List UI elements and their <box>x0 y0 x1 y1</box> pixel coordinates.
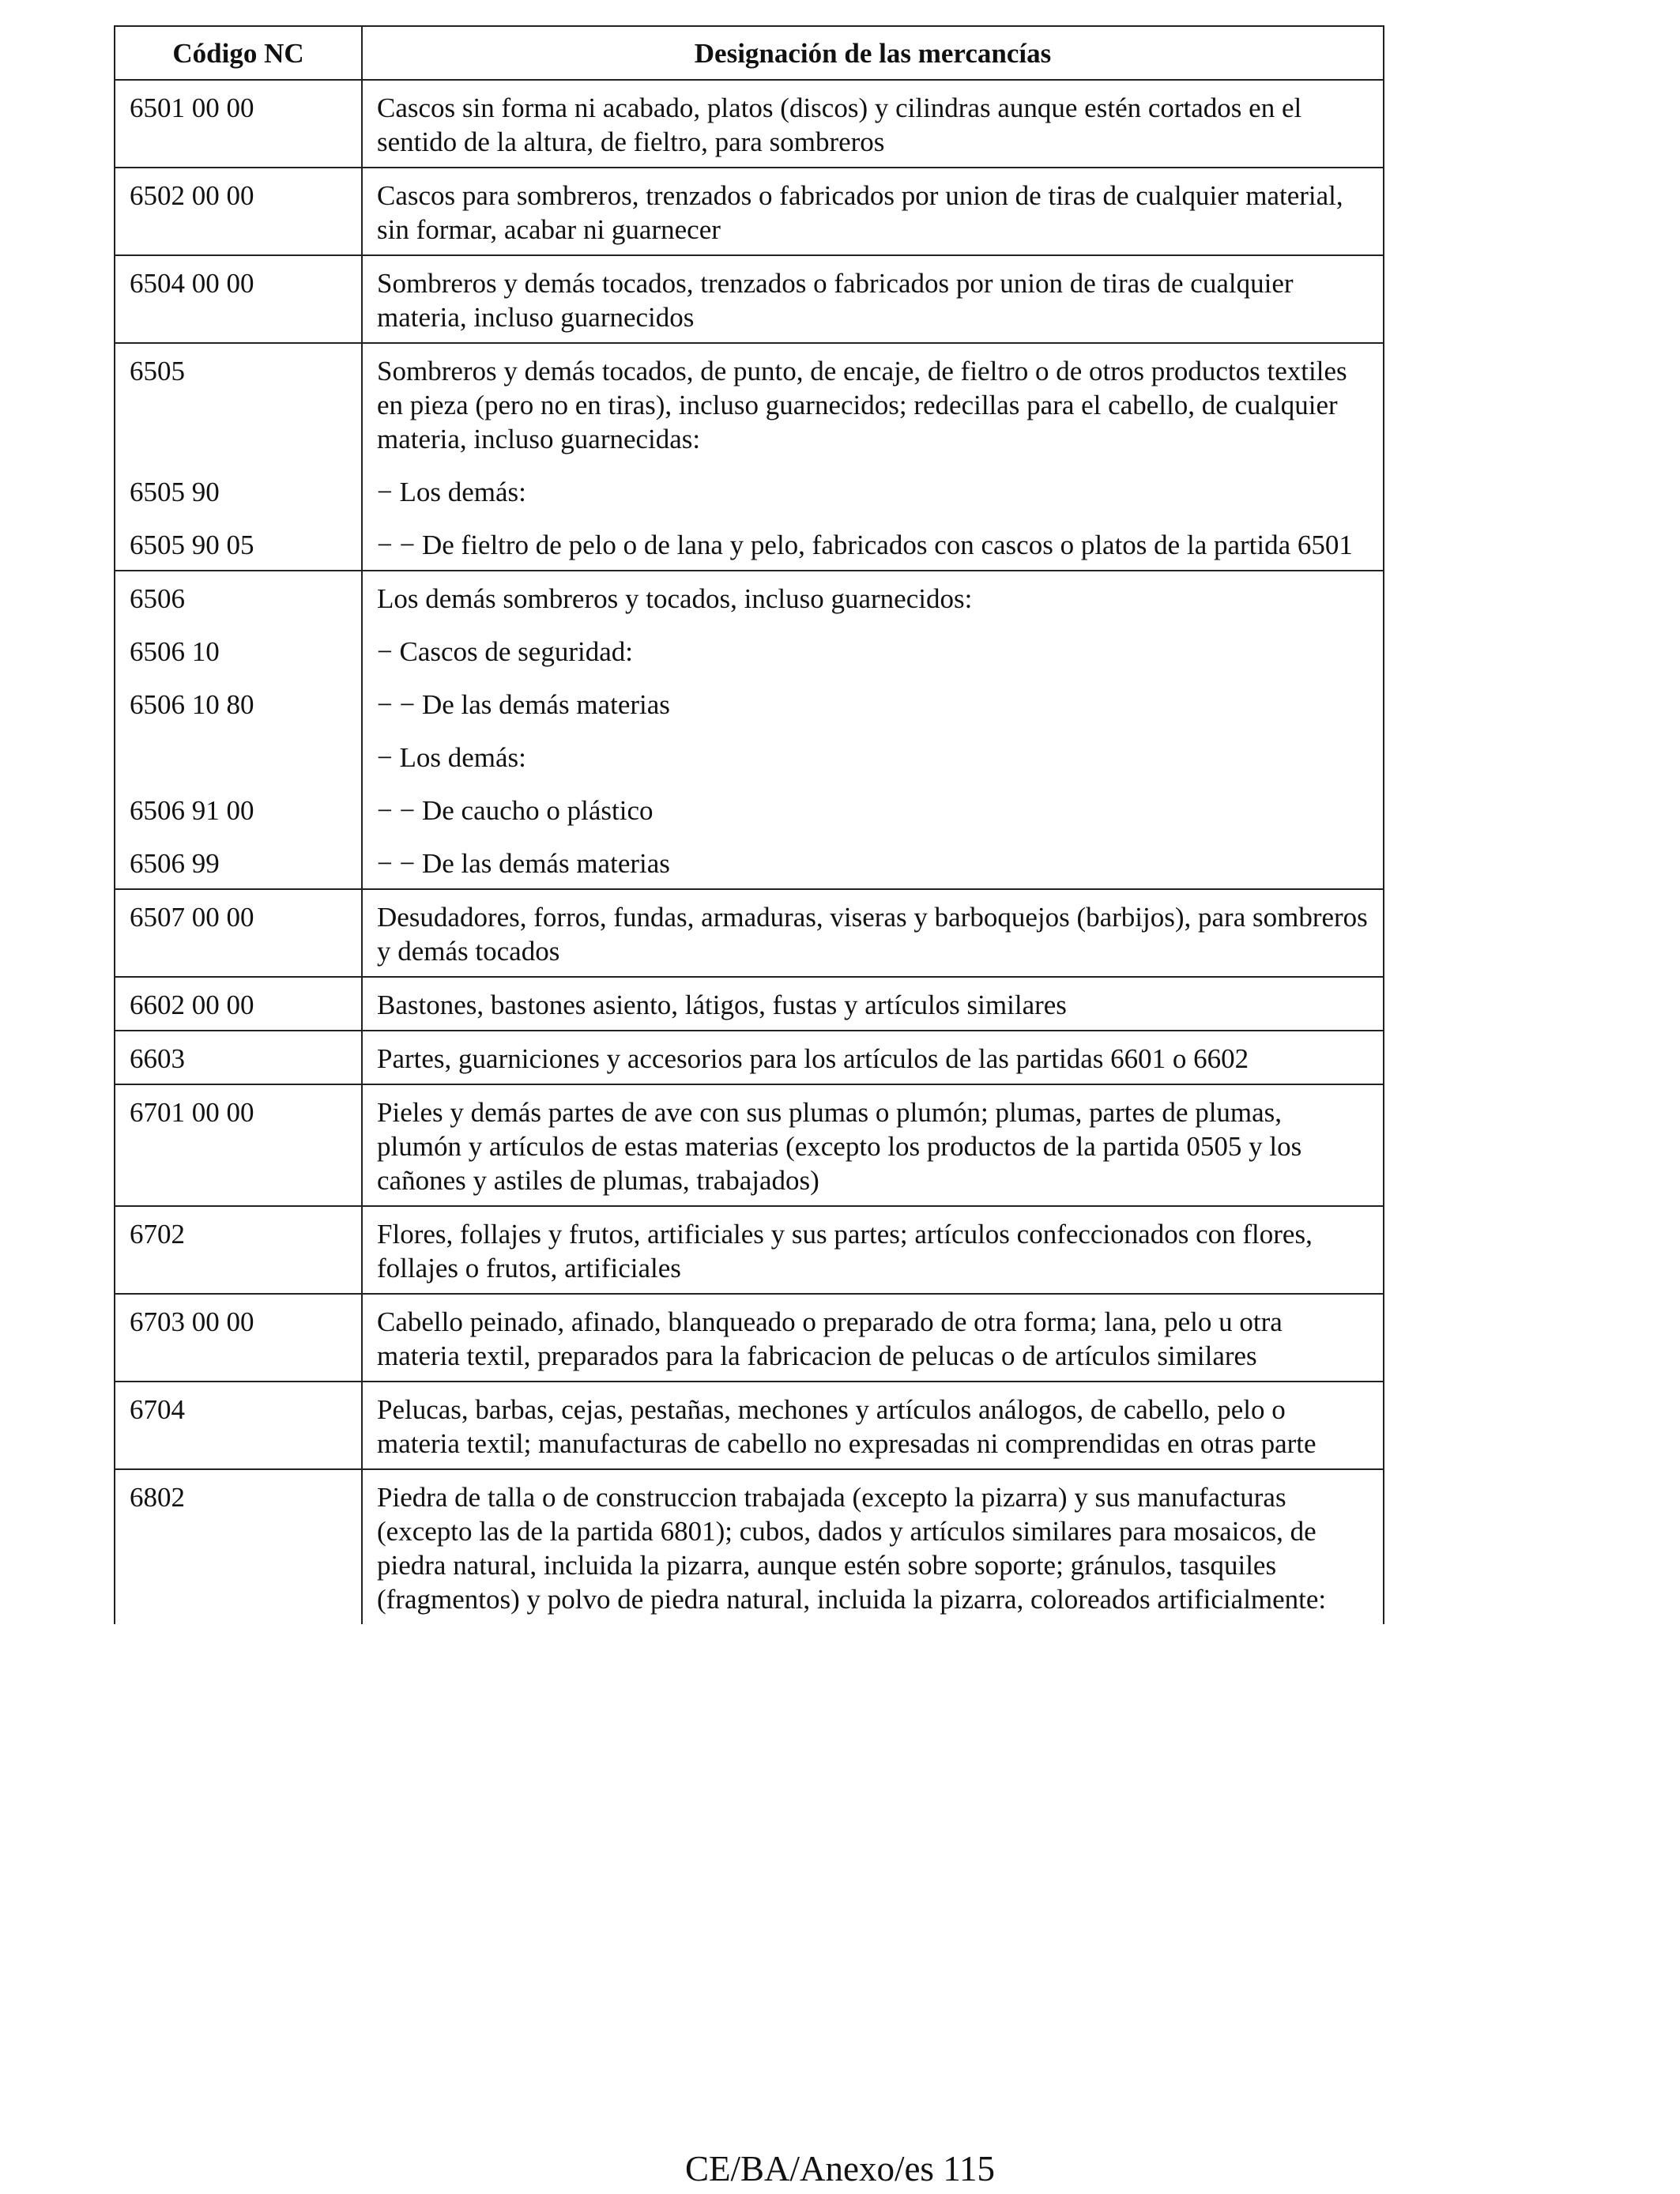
table-body <box>115 80 1384 1624</box>
description-cell: Sombreros y demás tocados, de punto, de encaje, de fieltro o de otros productos textiles en pieza (pero no en tiras), incluso guarnecidos; redecillas para el cabello, de cualquier materia, incluso guarnecidas: <box>362 343 1384 456</box>
code-cell: 6505 90 <box>115 456 362 509</box>
code-cell: 6506 99 <box>115 827 362 889</box>
table-row <box>115 456 1384 509</box>
code-cell: 6502 00 00 <box>115 168 362 255</box>
code-cell: 6702 <box>115 1206 362 1294</box>
page-footer: CE/BA/Anexo/es 115 <box>684 2149 996 2188</box>
code-cell: 6602 00 00 <box>115 977 362 1031</box>
table-row <box>115 775 1384 827</box>
description-cell: − Los demás: <box>362 722 1384 775</box>
table-row <box>115 571 1384 616</box>
table-row <box>115 616 1384 669</box>
description-cell: Cabello peinado, afinado, blanqueado o preparado de otra forma; lana, pelo u otra materia textil, preparados para la fabricacion de pelucas o de artículos similares <box>362 1294 1384 1382</box>
table-row <box>115 80 1384 168</box>
description-cell: Los demás sombreros y tocados, incluso guarnecidos: <box>362 571 1384 616</box>
table-row <box>115 1206 1384 1294</box>
table-row <box>115 669 1384 722</box>
table-row <box>115 827 1384 889</box>
code-cell: 6506 10 <box>115 616 362 669</box>
table-row <box>115 168 1384 255</box>
description-cell: Cascos sin forma ni acabado, platos (discos) y cilindras aunque estén cortados en el sentido de la altura, de fieltro, para sombreros <box>362 80 1384 168</box>
table-row <box>115 722 1384 775</box>
code-cell: 6703 00 00 <box>115 1294 362 1382</box>
description-cell: − − De caucho o plástico <box>362 775 1384 827</box>
description-cell: Cascos para sombreros, trenzados o fabricados por union de tiras de cualquier material, sin formar, acabar ni guarnecer <box>362 168 1384 255</box>
table-row <box>115 343 1384 456</box>
table-row <box>115 1382 1384 1469</box>
code-cell: 6802 <box>115 1469 362 1624</box>
description-cell: Partes, guarniciones y accesorios para los artículos de las partidas 6601 o 6602 <box>362 1031 1384 1084</box>
code-cell: 6506 91 00 <box>115 775 362 827</box>
description-cell: Pelucas, barbas, cejas, pestañas, mechones y artículos análogos, de cabello, pelo o materia textil; manufacturas de cabello no expresadas ni comprendidas en otras parte <box>362 1382 1384 1469</box>
description-cell: − Cascos de seguridad: <box>362 616 1384 669</box>
code-cell: 6504 00 00 <box>115 255 362 343</box>
description-cell: − − De las demás materias <box>362 827 1384 889</box>
code-cell: 6505 <box>115 343 362 456</box>
code-cell: 6507 00 00 <box>115 889 362 977</box>
description-cell: − − De fieltro de pelo o de lana y pelo, fabricados con cascos o platos de la partida 6501 <box>362 509 1384 571</box>
code-cell: 6506 10 80 <box>115 669 362 722</box>
description-cell: − Los demás: <box>362 456 1384 509</box>
table-header-row <box>115 26 1384 80</box>
code-cell: 6704 <box>115 1382 362 1469</box>
description-cell: Pieles y demás partes de ave con sus plumas o plumón; plumas, partes de plumas, plumón y artículos de estas materias (excepto los productos de la partida 0505 y los cañones y astiles de plumas, trabajados) <box>362 1084 1384 1206</box>
table-row <box>115 977 1384 1031</box>
tariff-table <box>114 25 1384 1624</box>
table-row <box>115 889 1384 977</box>
table-row <box>115 509 1384 571</box>
header-codigo-nc: Código NC <box>115 26 362 80</box>
description-cell: Sombreros y demás tocados, trenzados o fabricados por union de tiras de cualquier materia, incluso guarnecidos <box>362 255 1384 343</box>
code-cell: 6501 00 00 <box>115 80 362 168</box>
description-cell: − − De las demás materias <box>362 669 1384 722</box>
description-cell: Desudadores, forros, fundas, armaduras, viseras y barboquejos (barbijos), para sombreros y demás tocados <box>362 889 1384 977</box>
description-cell: Piedra de talla o de construccion trabajada (excepto la pizarra) y sus manufacturas (excepto las de la partida 6801); cubos, dados y artículos similares para mosaicos, de piedra natural, incluida la pizarra, aunque estén sobre soporte; gránulos, tasquiles (fragmentos) y polvo de piedra natural, incluida la pizarra, coloreados artificialmente: <box>362 1469 1384 1624</box>
table-row <box>115 1294 1384 1382</box>
code-cell: 6506 <box>115 571 362 616</box>
code-cell: 6701 00 00 <box>115 1084 362 1206</box>
code-cell: 6603 <box>115 1031 362 1084</box>
table-row <box>115 1031 1384 1084</box>
header-designacion: Designación de las mercancías <box>362 26 1384 80</box>
description-cell: Bastones, bastones asiento, látigos, fustas y artículos similares <box>362 977 1384 1031</box>
table-row <box>115 255 1384 343</box>
description-cell: Flores, follajes y frutos, artificiales y sus partes; artículos confeccionados con flores, follajes o frutos, artificiales <box>362 1206 1384 1294</box>
table-row <box>115 1469 1384 1624</box>
code-cell <box>115 722 362 775</box>
code-cell: 6505 90 05 <box>115 509 362 571</box>
table-row <box>115 1084 1384 1206</box>
